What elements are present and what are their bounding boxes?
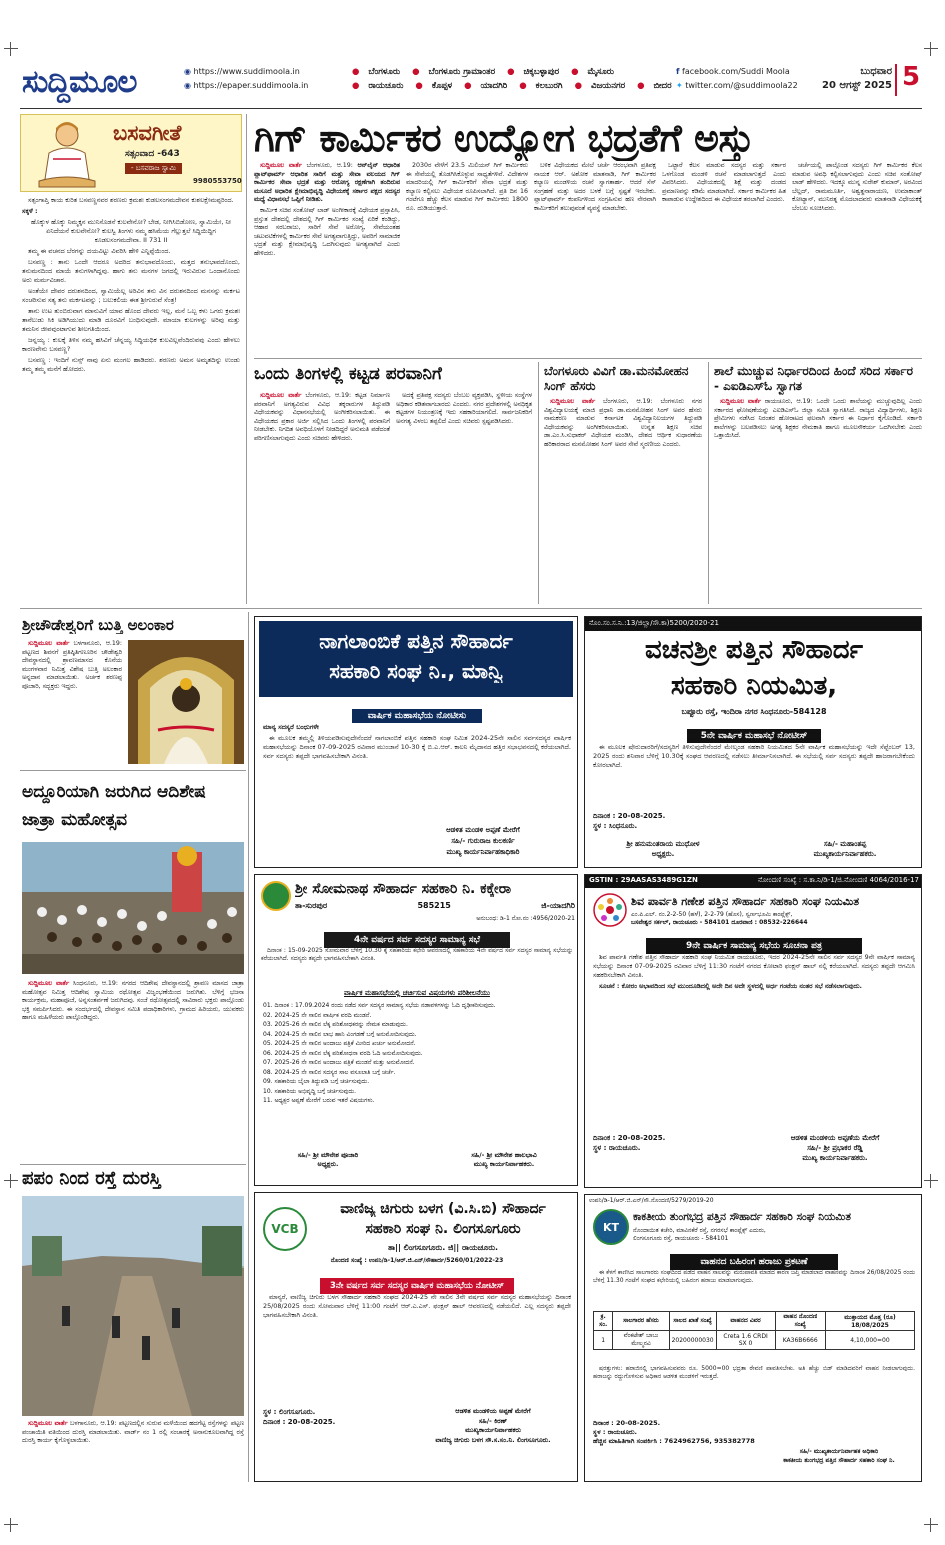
basava-paragraph: ಸತ್ಸಂಗಾಪ್ತಿ ಕಾಯ ಕುರಿತ ಬಸವಣ್ಣನವರ ಶರಣರು ಕ್ರಮಶಃ ಕುಡಲಸಂಗಮದೇವನ ಕುಶಲಕ್ಷೇಮಪ್ಪರಿಂದ. — [28, 196, 234, 204]
agenda-item: 08. 2024-25 ನೇ ಸಾಲಿನ ಸದಸ್ಯರ ಸಾಲ ವಸೂಲಾತಿ ಬಗ್ಗೆ ಚರ್ಚೆ. — [263, 1068, 396, 1076]
nav-item[interactable]: ● ಕೊಪ್ಪಳ — [415, 81, 453, 91]
agenda-item: 09. ಸಹಕಾರಿಯ ಬೈಲಾ ತಿದ್ದುಪಡಿ ಬಗ್ಗೆ ಚರ್ಚಿಸುವುದು. — [263, 1078, 370, 1085]
basava-paragraph: ಸಕ್ಕಳೆ : — [22, 207, 38, 215]
date: 20 ಆಗಸ್ಟ್ 2025 — [822, 80, 892, 91]
nagalambike-tag: ವಾರ್ಷಿಕ ಮಹಾಸಭೆಯ ನೋಟೀಸು — [352, 709, 482, 723]
kakatiya-auction-table — [593, 1311, 915, 1350]
somanatha-agenda — [263, 1001, 573, 1141]
crop-mark — [4, 1174, 18, 1188]
somanatha-title: ಶ್ರೀ ಸೋಮನಾಥ ಸೌಹಾರ್ದ ಸಹಕಾರಿ ನಿ. ಕಕ್ಕೇರಾ — [295, 881, 512, 897]
crop-mark — [4, 1518, 18, 1532]
vachanashree-body: ಈ ಮೂಲಕ ಷೇರುದಾರರಿಗೆ/ಸದಸ್ಯರಿಗೆ ತಿಳಿಸುವುದೇನೆಂದರೆ ಮೇಲ್ಕಂಡ ಸಹಕಾರಿ ನಿಯಮಿತದ 5ನೇ ವಾರ್ಷಿಕ ಮಹಾಸಭೆಯನ್ನು ಇದೇ ಸೆಪ್ಟೆಂಬರ್ 13, 2025 ರಂದು ಶನಿವಾರ ಬೆಳಿಗ್ಗೆ 10.30ಕ್ಕೆ ಸಂಘದ ಆವರಣದಲ್ಲಿ ನಡೆಸಲು ತೀರ್ಮಾನಿಸಲಾಗಿದೆ. ಈ ಸಭೆಯಲ್ಲಿ ಸರ್ವ ಸದಸ್ಯರು ತಪ್ಪದೇ ಹಾಜರಾಗಬೇಕೆಂದು ಕೋರಲಾಗಿದೆ. — [593, 743, 915, 769]
kakatiya-notice — [584, 1194, 922, 1482]
somanatha-ceo: ಸಹಿ/- ಶ್ರೀ ಮೌನೇಶ ಹಾಲಭಾವಿ ಮುಖ್ಯ ಕಾರ್ಯನಿರ್ವಾಹಕರು. — [471, 1151, 537, 1168]
table-header: ಸಾಲದ ಖಾತೆ ಸಂಖ್ಯೆ — [669, 1312, 716, 1331]
city-nav — [352, 67, 684, 91]
facebook-link[interactable]: facebook.com/Suddi Moola — [682, 67, 790, 76]
table-cell: KA36B6666 — [775, 1331, 825, 1350]
crop-mark — [924, 42, 938, 56]
nagalambike-body: ಮಾನ್ಯ ಸದಸ್ಯರೆ ಬಂಧುಗಳೇ ಈ ಮೂಲಕ ತಮ್ಮಲ್ಲಿ ತಿಳಿಯಪಡಿಸುವುದೇನೆಂದರೆ ನಾಗಲಾಂಬಿಕೆ ಪತ್ತಿನ ಸಹಕಾರಿ ಸಂಘ ನಿಮಿತ 2024-25ನೇ ಸಾಲಿನ ಸರ್ವಸದಸ್ಯರ ವಾರ್ಷಿಕ ಮಹಾಸಭೆಯನ್ನು ದಿನಾಂಕ 07-09-2025 ರವಿವಾರ ಮುಂಜಾನೆ 10-30 ಕ್ಕೆ ಬಿ.ಎ.ಆರ್. ಕಾಲನಿ ಮೈದಾನದ ಹತ್ತಿರ ಸಭಾಭವನದಲ್ಲಿ ಕರೆಯಲಾಗಿದೆ. ಸರ್ವ ಸದಸ್ಯರು ತಪ್ಪದೇ ಭಾಗವಹಿಸಬೇಕಾಗಿ ವಿನಂತಿ. — [263, 723, 571, 760]
vcb-signature: ಆಡಳಿತ ಮಂಡಳಿಯ ಅಪ್ಪಣೆ ಮೇರೆಗೆ ಸಹಿ/- ಕಿರಣ್ ಮುಖ್ಯಕಾರ್ಯನಿರ್ವಾಹಕರು ವಾಣಿಜ್ಯ ಚಿಗುರು ಬಳಗ ಸೌ.ಸ.ಸಂ.ನಿ. ಲಿಂಗಸೂಗೂರು. — [435, 1407, 551, 1444]
vachanashree-regno: ನೊಂ.ಸಂ.ಸ.ನಿ.:13/ಜಿಲ್ಲಾ/ಸೌ.ಕಾ)5200/2020-21 — [585, 617, 922, 631]
kakatiya-logo: KT — [593, 1209, 629, 1245]
nagalambike-signature: ಆಡಳಿತ ಮಂಡಳಿ ಅಪ್ಪಣೆ ಮೇರೆಗೆ ಸಹಿ/- ಗುರುರಾಜ ಕುಲಕರ್ಣಿ ಮುಖ್ಯ ಕಾರ್ಯನಿರ್ವಾಹಕಾಧಿಕಾರಿ — [446, 826, 520, 856]
nav-item[interactable]: ● ಯಾದಗಿರಿ — [464, 81, 508, 91]
twitter-link[interactable]: twitter.com/@suddimoola22 — [685, 81, 798, 90]
nav-item[interactable]: ● ರಾಯಚೂರು — [352, 81, 404, 91]
lead-col-1: ಸುದ್ದಿಮೂಲ ವಾರ್ತೆ ಬೆಂಗಳೂರು, ಆ.19: ಆನ್‌ಲೈನ್ ಆಧಾರಿತ ಪ್ಲಾಟ್‌ಫಾರ್ಮ್ ಆಧಾರಿತ ಸಾರಿಗೆ ಮತ್ತು ಸೇವಾ ವಲಯದ ಗಿಗ್ ಕಾರ್ಮಿಕರ ಸೇವಾ ಭದ್ರತೆ ಮತ್ತು ಆರೋಗ್ಯ ರಕ್ಷಣೆಗಾಗಿ ತಂದಿರುವ ಮಸೂದೆ ಅಧಾರಿತ ಕ್ಷೇಮಾಭಿವೃದ್ಧಿ ವಿಧೇಯಕಕ್ಕೆ ಸರ್ಕಾರ ಪಕ್ಷದ ಸದಸ್ಯರ ಮಧ್ಯೆ ವಿಧಾನಸಭೆ ಒಪ್ಪಿಗೆ ನೀಡಿತು. ಕಾರ್ಮಿಕ ಸಚಿವ ಸಂತೋಷ್ ಲಾಡ್ ಅಂಗೀಕಾರಕ್ಕೆ ವಿಧೇಯಕ ಪ್ರಸ್ತಾಪಿಸಿ, ಪ್ರಸ್ತುತ ದೇಶದಲ್ಲಿ ದೇಶದಲ್ಲಿ ಗಿಗ್ ಕಾರ್ಮಿಕರ ಸಂಖ್ಯೆ ಏರಿಕೆ ಕಂಡಿದ್ದು, ಆಹಾರ ಸರಬರಾಜು, ಸಾರಿಗೆ ಸೇವೆ ಅರೋಗ್ಯ, ಸೇವೆಯಂತಹ ಚಟುವಟಿಕೆಗಳಲ್ಲಿ ಕಾರ್ಮಿಕರ ಸೇವೆ ಅಗತ್ಯವಾಗುತ್ತಿದ್ದು, ಅವರಿಗೆ ಸಾಮಾಜಿಕ ಭದ್ರತೆ ಮತ್ತು ಕ್ಷೇಮಾಭಿವೃದ್ಧಿ ಒದಗಿಸುವುದು ಅಗತ್ಯವಾಗಿದೆ ಎಂದು ಹೇಳಿದರು. — [254, 162, 400, 257]
basava-title: ಬಸವಗೀತೆ — [113, 121, 182, 145]
kakatiya-regno: ಉಪನಿ/ಡಿ-1/ಆರ್.ಜಿ.ಎನ್/ಸೌ.ನೊಂದಣಿ/5279/2019-20 — [589, 1197, 714, 1204]
somanatha-intro: ದಿನಾಂಕ : 15-09-2025 ಸೋಮವಾರ ಬೆಳಿಗ್ಗೆ 10.30 ಕ್ಕೆ ಸಹಕಾರಿಯ ಕಛೇರಿ ಆವರಣದಲ್ಲಿ ಸಹಕಾರಿಯ 4ನೇ ವರ್ಷದ ಸರ್ವ ಸದಸ್ಯರ ಸಾಮಾನ್ಯ ಸಭೆಯನ್ನು ಕರೆಯಲಾಗಿದೆ. ಸದಸ್ಯರು ತಪ್ಪದೇ ಭಾಗವಹಿಸಬೇಕಾಗಿ ವಿನಂತಿ. — [261, 947, 573, 962]
table-header: ಮುಕ್ತಾಯದ ಮೊತ್ತ (ರೂ) 18/08/2025 — [825, 1312, 914, 1331]
vachanashree-notice: ನೊಂ.ಸಂ.ಸ.ನಿ.:13/ಜಿಲ್ಲಾ/ಸೌ.ಕಾ)5200/2020-21 ವಚನಶ್ರೀ ಪತ್ತಿನ ಸೌಹಾರ್ದ ಸಹಕಾರಿ ನಿಯಮಿತ, ಬಪ್ಪೂರು ರಸ್ತೆ, ಇಂದಿರಾ ನಗರ ಸಿಂಧನೂರು-584128 5ನೇ ವಾರ್ಷಿಕ ಮಹಾಸಭೆ ನೋಟೀಸ್ ಈ ಮೂಲಕ ಷೇರುದಾರರಿಗೆ/ಸದಸ್ಯರಿಗೆ ತಿಳಿಸುವುದೇನೆಂದರೆ ಮೇಲ್ಕಂಡ ಸಹಕಾರಿ ನಿಯಮಿತದ 5ನೇ ವಾರ್ಷಿಕ ಮಹಾಸಭೆಯನ್ನು ಇದೇ ಸೆಪ್ಟೆಂಬರ್ 13, 2025 ರಂದು ಶನಿವಾರ ಬೆಳಿಗ್ಗೆ 10.30ಕ್ಕೆ ಸಂಘದ ಆವರಣದಲ್ಲಿ ನಡೆಸಲು ತೀರ್ಮಾನಿಸಲಾಗಿದೆ. ಈ ಸಭೆಯಲ್ಲಿ ಸರ್ವ ಸದಸ್ಯರು ತಪ್ಪದೇ ಹಾಜರಾಗಬೇಕೆಂದು ಕೋರಲಾಗಿದೆ. ದಿನಾಂಕ : 20-08-2025. ಸ್ಥಳ : ಸಿಂಧನೂರು. ಶ್ರೀ ಹನುಮಂತರಾಯ ಮುಧೋಳ ಅಧ್ಯಕ್ಷರು. ಸಹಿ/- ಮಹಾಂತಪ್ಪ ಮುಖ್ಯಕಾರ್ಯನಿರ್ವಾಹಕರು. — [584, 616, 922, 868]
site-link[interactable]: https://www.suddimoola.in — [193, 67, 300, 76]
agenda-item: 10. ಸಹಕಾರಿಯ ಅಭಿವೃದ್ಧಿ ಬಗ್ಗೆ ಚರ್ಚಿಸುವುದು. — [263, 1087, 357, 1095]
table-header: ಸಾಲಗಾರರ ಹೆಸರು — [613, 1312, 669, 1331]
saint-illustration — [31, 119, 103, 189]
nav-item[interactable]: ● ಕಲಬುರಗಿ — [519, 81, 563, 91]
lead-col-4: ಒಟ್ಟಾರೆ ಕೆಲಸ ಮಾಡುವ ಸದಸ್ಯರ ಮತ್ತು ಸರ್ಕಾರ ಒಳಗೊಂಡ ಮಂಡಳಿ ರಚನೆ ಮಾಡಲಾಗುತ್ತದೆ ಎಂದು ವಿವರಿಸಿದರು. ವಿಧೇಯಕದಲ್ಲಿ ಶಿಕ್ಷೆ ಮತ್ತು ದಂಡದ ಪ್ರಮಾಣವನ್ನು ಕಡಿಮೆ ಮಾಡಲಾಗಿದೆ. ಸರ್ಕಾರ ಕಾರ್ಮಿಕರ ಹಿತ ಕಾಪಾಡುವ ಉದ್ದೇಶದಿಂದ ಈ ವಿಧೇಯಕ ತರಲಾಗಿದೆ ಎಂದರು. — [662, 162, 786, 204]
lead-col-5: ಚರ್ಚೆಯಲ್ಲಿ ಪಾಲ್ಗೊಂಡ ಸದಸ್ಯರು ಗಿಗ್ ಕಾರ್ಮಿಕರ ಕೆಲಸ ಮಾಡುವ ಅವಧಿ ಕಲ್ಪಿಸಲಾಗುವುದು ಎಂದು ಸಚಿವ ಸಂತೋಷ್ ಲಾಡ್ ಹೇಳಿದರು. ಇದಕ್ಕೂ ಮುನ್ನ ಸುರೇಶ್ ಕುಮಾರ್, ಅರವಿಂದ ಬೆಲ್ಲದ್, ರಾಮಮೂರ್ತಿ, ಅಶ್ವತ್ಥನಾರಾಯಣ, ಉಮಾಕಾಂತ್ ಕೋಟ್ಯಾನ್, ಮುನಿರತ್ನ ಮೊದಲಾದವರು ಮಾತನಾಡಿ ವಿಧೇಯಕಕ್ಕೆ ಬೆಂಬಲ ಸೂಚಿಸಿದರು. — [792, 162, 922, 212]
somanatha-notice — [254, 874, 578, 1186]
basava-paragraph: ಬಸವಣ್ಣ : ತಾನು ಒಂದೇ ಆದರೂ ಅದರಿದ ತನುಭಾವದೊಂದು, ಮತ್ತದ ತನುಭಾವದೊಂದು, ತನುಮನದಿಂದ ಮಾಯೆ ತನುಗಳಾಗಿದ್ದವು. ಹಾಗು ತನು ಮನಗಳ ಜಗದಲ್ಲಿ ಇರುವಿರುವ ಒಂದಾನೊಂದು ಅರು ಮರ್ಮವಿಚಾರ. — [22, 258, 240, 284]
vachanashree-tag: 5ನೇ ವಾರ್ಷಿಕ ಮಹಾಸಭೆ ನೋಟೀಸ್ — [687, 729, 822, 743]
vcb-notice: VCB ವಾಣಿಜ್ಯ ಚಿಗುರು ಬಳಗ (ವಿ.ಸಿ.ಬಿ) ಸೌಹಾರ್ದ ಸಹಕಾರಿ ಸಂಘ ನಿ. ಲಿಂಗಸೂಗೂರು ತಾ|| ಲಿಂಗಸೂಗೂರು. ಜಿ|| ರಾಯಚೂರು. ನೊಂದಣಿ ಸಂಖ್ಯೆ : ಉಪನಿ/ಡಿ-1/ಆರ್.ಜಿ.ಎನ್/ಸೌಹಾರ್ದ/5260/01/2022-23 3ನೇ ವರ್ಷದ ಸರ್ವ ಸದಸ್ಯರ ವಾರ್ಷಿಕ ಮಹಾಸಭೆಯ ನೋಟೀಸ್ ಮಾನ್ಯರೆ, ವಾಣಿಜ್ಯ ಚಿಗುರು ಬಳಗ ಸೌಹಾರ್ದ ಸಹಕಾರಿ ಸಂಘದ 2024-25 ನೇ ಸಾಲಿನ 3ನೇ ವರ್ಷದ ಸರ್ವ ಸದಸ್ಯರ ಮಹಾಸಭೆಯನ್ನು ದಿನಾಂಕ 25/08/2025 ರಂದು ಸೋಮವಾರ ಬೆಳಿಗ್ಗೆ 11:00 ಗಂಟೆಗೆ ಆರ್.ಎ.ಎಸ್. ಫಂಕ್ಷನ್ ಹಾಲ್ ಆವರಣದಲ್ಲಿ ನಡೆಯಲಿದೆ. ಎಲ್ಲ ಸದಸ್ಯರು ತಪ್ಪದೇ ಭಾಗವಹಿಸಬೇಕಾಗಿ ವಿನಂತಿ. ಸ್ಥಳ : ಲಿಂಗಸೂಗೂರು. ದಿನಾಂಕ : 20-08-2025. ಆಡಳಿತ ಮಂಡಳಿಯ ಅಪ್ಪಣೆ ಮೇರೆಗೆ ಸಹಿ/- ಕಿರಣ್ ಮುಖ್ಯಕಾರ್ಯನಿರ್ವಾಹಕರು ವಾಣಿಜ್ಯ ಚಿಗುರು ಬಳಗ ಸೌ.ಸ.ಸಂ.ನಿ. ಲಿಂಗಸೂಗೂರು. — [254, 1192, 578, 1482]
masthead — [22, 64, 924, 104]
table-cell: 1 — [594, 1331, 613, 1350]
vcb-regno: ನೊಂದಣಿ ಸಂಖ್ಯೆ : ಉಪನಿ/ಡಿ-1/ಆರ್.ಜಿ.ಎನ್/ಸೌಹಾರ್ದ/5260/01/2022-23 — [330, 1257, 504, 1264]
lead-col-3: ಬಳಿಕ ವಿಧೇಯಕದ ಮೇಲೆ ಚರ್ಚೆ ಆರಂಭವಾಗಿ ಪ್ರತಿಪಕ್ಷ ನಾಯಕ ಆರ್. ಅಶೋಕ ಮಾತನಾಡಿ, ಗಿಗ್ ಕಾರ್ಮಿಕರ ಕಲ್ಯಾಣ ಮಂಡಳಿಯ ರಚನೆ ಸ್ವಾಗತಾರ್ಹ. ಆದರೆ ಸೆಸ್ ಸಂಗ್ರಹಣೆ ಮತ್ತು ಅದರ ಬಳಕೆ ಬಗ್ಗೆ ಸ್ಪಷ್ಟತೆ ಇರಬೇಕು. ಪ್ಲಾಟ್‌ಫಾರ್ಮ್ ಕಂಪನಿಗಳಿಂದ ಸಂಗ್ರಹಿಸುವ ಹಣ ನೇರವಾಗಿ ಕಾರ್ಮಿಕರಿಗೆ ತಲುಪುವಂತೆ ವ್ಯವಸ್ಥೆ ಮಾಡಬೇಕು. — [534, 162, 656, 212]
day: ಬುಧವಾರ — [860, 66, 892, 77]
shivaparvati-title: ಶಿವ ಪಾರ್ವತಿ ಗಣೇಶ ಪತ್ತಿನ ಸೌಹಾರ್ದ ಸಹಕಾರಿ ಸಂಘ ನಿಯಮಿತ — [631, 895, 860, 908]
manmohan-headline[interactable]: ಬೆಂಗಳೂರು ವಿವಿಗೆ ಡಾ.ಮನಮೋಹನ ಸಿಂಗ್ ಹೆಸರು — [544, 364, 689, 393]
table-header: ವಾಹನ ನೊಂದಣಿ ಸಂಖ್ಯೆ — [775, 1312, 825, 1331]
basava-paragraph: ತಮ್ಮ ಈ ವಚನದ ಬೆರಗನ್ನು ದಯವಿಟ್ಟು ವಿವರಿಸಿ ಹೇಳಿ ಎನ್ನಿಪ್ಪೆಯಿಂದ. — [28, 247, 171, 255]
vachanashree-president: ಶ್ರೀ ಹನುಮಂತರಾಯ ಮುಧೋಳ ಅಧ್ಯಕ್ಷರು. — [626, 840, 700, 858]
deity-photo — [128, 640, 244, 764]
page-number: 5 — [902, 62, 921, 92]
shivaparvati-notice — [584, 874, 922, 1188]
shivaparvati-regbar: GSTIN : 29AASAS3489G1ZN ನೋಂದಣಿ ಸಂಖ್ಯೆ : ಸ.ಕಾ.ನಿ/ಡಿ-1/ಜಿ.ನೋಂದಣಿ 4064/2016-17 — [585, 875, 922, 888]
vcb-date-place: ಸ್ಥಳ : ಲಿಂಗಸೂಗೂರು. ದಿನಾಂಕ : 20-08-2025. — [263, 1408, 336, 1426]
table-cell: 20200000030 — [669, 1331, 716, 1350]
facebook-icon: f — [676, 67, 680, 76]
agenda-item: 01. ದಿನಾಂಕ : 17.09.2024 ರಂದು ನಡೆದ ಸರ್ವ ಸದಸ್ಯರ ಸಾಮಾನ್ಯ ಸಭೆಯ ನಡಾವಳಿಗಳನ್ನು ಓದಿ ದೃಢೀಕರಿಸುವುದು. — [263, 1002, 496, 1009]
somanatha-location: ತಾ-ಸುರಪುರ 585215 ಜಿ-ಯಾದಗಿರಿ — [295, 901, 575, 910]
basava-paragraph: ಜನ್ನಯ್ಯ : ಕುಲಕ್ಕೆ ತಿಳಿಸ ನಮ್ಮ ಹಸಿವಿಗೆ ಚೆನ್ನಯ್ಯ ಸಿದ್ಧಿಯಧಿಕ ಕುಲವಿಲ್ಲವೆಂದಿರುವವು ಎಂದು ಹೇಳಲು ಕಾರಣವೇನು ಬಸವಣ್ಣ? — [22, 336, 240, 353]
nagalambike-notice — [254, 616, 578, 868]
basava-paragraph: ಅಂತೆಯೇ ದೇವರ ದರುಶನದಿಂದ, ಸ್ವಾಮಿಯೆಲ್ಲ ಅರಿವಿನ ತನು ವಿನ ದರುಶನದಿಂದ ಮನಸನ್ನು ಮರ್ಕಟ ಸಂಚರಿಸುವ ಸತ್ಯ ತನು ಮರ್ಕಟವನ್ನು ; ಬಲುಕಲಿಯ ಈತ ಶ್ರೀಗುರುವೆ ಸೆಂತ್ರ! — [22, 287, 240, 304]
basava-header — [20, 114, 242, 192]
kakatiya-title: ಕಾಕತೀಯ ತುಂಗಭದ್ರ ಪತ್ತಿನ ಸೌಹಾರ್ದ ಸಹಕಾರಿ ಸಂಘ ನಿಯಮಿತ — [633, 1211, 851, 1223]
basava-paragraph: ಬಸವಣ್ಣ : ಇಂದಿಗೆ ನುಸ್ಸ್ ನಾವು ಏನು ಮಂಗಲ ಹಾಡಿದರು. ಶರಣರು ಅಮನ ಅಮೃತದಿನ್ನು ಉಂಡು ತಮ್ಮ ತಮ್ಮ ಮನೆಗೆ ಹೋದರು. — [22, 356, 240, 373]
permit-col-1: ಸುದ್ದಿಮೂಲ ವಾರ್ತೆ ಬೆಂಗಳೂರು, ಆ.19: ಕಟ್ಟಡ ನಿರ್ಮಾಣ ಪರವಾನಿಗೆ ಅಗತ್ಯವಿರುವ ವಿವಿಧ ತಕ್ಕರಾರುಗಳ ತಿದ್ದುಪಡಿ ವಿಧೇಯಕವನ್ನು ವಿಧಾನಸಭೆಯಲ್ಲಿ ಅಂಗೀಕರಿಸಲಾಯಿತು. ಈ ವಿಧೇಯಕದ ಪ್ರಕಾರ ಅರ್ಜಿ ಸಲ್ಲಿಸಿದ ಒಂದು ತಿಂಗಳಲ್ಲಿ ಪರವಾನಿಗೆ ನೀಡಬೇಕು. ನಿಗದಿತ ಅವಧಿಯೊಳಗೆ ನೀಡದಿದ್ದರೆ ಅನುಮತಿ ಪಡೆದಂತೆ ಪರಿಗಣಿಸಲಾಗುವುದು ಎಂದು ಸಚಿವರು ಹೇಳಿದರು. — [254, 392, 390, 442]
vachanashree-ceo: ಸಹಿ/- ಮಹಾಂತಪ್ಪ ಮುಖ್ಯಕಾರ್ಯನಿರ್ವಾಹಕರು. — [813, 840, 877, 858]
kakatiya-address: ನೊಂದಾಯಿತ ಕಚೇರಿ, ಮಾವಿನಕೆರೆ ರಸ್ತೆ, ನಗರಸಭೆ ಕಾಂಪ್ಲೆಕ್ಸ್ ಎದುರು, ಲಿಂಗಸೂಗೂರು ರಸ್ತೆ, ರಾಯಚೂರು - 584101 — [633, 1227, 766, 1242]
crop-mark — [924, 1174, 938, 1188]
road-body: ಸುದ್ದಿಮೂಲ ವಾರ್ತೆ ಬಳಗಾನೂರು, ಆ.19: ಪಟ್ಟಣದಲ್ಲಿನ ಸುರುವ ಮಳೆಯಿಂದ ಹದಗೆಟ್ಟ ರಸ್ತೆಗಳನ್ನು ಪಟ್ಟಣ ಪಂಚಾಯಿತಿ ವತಿಯಿಂದ ದುರಸ್ತಿ ಮಾಡಲಾಯಿತು. ವಾರ್ಡ್ ನಂ 1 ರಲ್ಲಿ ಸಂಚಾರಕ್ಕೆ ಅನಾನುಕೂಲವಾಗಿದ್ದ ರಸ್ತೆ ದುರಸ್ತಿ ಕಾರ್ಯ ಕೈಗೊಳ್ಳಲಾಯಿತು. — [22, 1420, 244, 1445]
nav-item[interactable]: ● ವಿಜಯನಗರ — [574, 81, 626, 91]
vachanashree-date-place: ದಿನಾಂಕ : 20-08-2025. ಸ್ಥಳ : ಸಿಂಧನೂರು. — [593, 812, 666, 830]
kakatiya-intro: ಈ ಕೆಳಗೆ ಕಾಣಿಸಿದ ಸಾಲಗಾರರು ಸಂಘದಿಂದ ಪಡೆದ ವಾಹನ ಸಾಲವನ್ನು ಮರುಪಾವತಿ ಮಾಡದ ಕಾರಣ ಜಪ್ತಿ ಮಾಡಲಾದ ವಾಹನವನ್ನು ದಿನಾಂಕ 26/08/2025 ರಂದು ಬೆಳಿಗ್ಗೆ 11.30 ಗಂಟೆಗೆ ಸಂಘದ ಕಛೇರಿಯಲ್ಲಿ ಬಹಿರಂಗ ಹರಾಜು ಮಾಡಲಾಗುವುದು. — [593, 1269, 915, 1284]
nav-item[interactable]: ● ಮೈಸೂರು — [571, 67, 614, 77]
globe-icon: ◉ — [184, 67, 191, 76]
shivaparvati-body: ಶಿವ ಪಾರ್ವತಿ ಗಣೇಶ ಪತ್ತಿನ ಸೌಹಾರ್ದ ಸಹಕಾರಿ ಸಂಘ ನಿಯಮಿತ ರಾಯಚೂರು, ಇದರ 2024-25ನೇ ಸಾಲಿನ ಸರ್ವ ಸದಸ್ಯರ 9ನೇ ವಾರ್ಷಿಕ ಸಾಮಾನ್ಯ ಸಭೆಯನ್ನು ದಿನಾಂಕ 07-09-2025 ರವಿವಾರ ಬೆಳಿಗ್ಗೆ 11:30 ಗಂಟೆಗೆ ನಗರದ ಕೋಟಾರಿ ಫಂಕ್ಷನ್ ಹಾಲ್ ನಲ್ಲಿ ಕರೆಯಲಾಗಿದೆ. ಸದಸ್ಯರು ತಪ್ಪದೇ ಆಗಮಿಸಿ ಸಹಕರಿಸಬೇಕಾಗಿ ವಿನಂತಿ. ಸೂಚನೆ : ಕೋರಂ ಅಭಾವದಿಂದ ಸಭೆ ಮುಂದೂಡಿದಲ್ಲಿ ಅದೇ ದಿನ ಅದೇ ಸ್ಥಳದಲ್ಲಿ ಅರ್ಧ ಗಂಟೆಯ ನಂತರ ಸಭೆ ನಡೆಸಲಾಗುವುದು. — [593, 953, 915, 990]
manmohan-body: ಸುದ್ದಿಮೂಲ ವಾರ್ತೆ ಬೆಂಗಳೂರು, ಆ.19: ಬೆಂಗಳೂರು ನಗರ ವಿಶ್ವವಿದ್ಯಾಲಯಕ್ಕೆ ಮಾಜಿ ಪ್ರಧಾನಿ ಡಾ.ಮನಮೋಹನ ಸಿಂಗ್ ಅವರ ಹೆಸರು ನಾಮಕರಣ ಮಾಡುವ ಕರ್ನಾಟಕ ವಿಶ್ವವಿದ್ಯಾನಿಲಯಗಳ ತಿದ್ದುಪಡಿ ವಿಧೇಯಕವನ್ನು ಅಂಗೀಕರಿಸಲಾಯಿತು. ಉನ್ನತ ಶಿಕ್ಷಣ ಸಚಿವ ಡಾ.ಎಂ.ಸಿ.ಸುಧಾಕರ್ ವಿಧೇಯಕ ಮಂಡಿಸಿ, ದೇಶದ ಆರ್ಥಿಕ ಸುಧಾರಣೆಯ ಹರಿಕಾರರಾದ ಮನಮೋಹನ ಸಿಂಗ್ ಅವರ ಸೇವೆ ಸ್ಮರಣೀಯ ಎಂದರು. — [544, 398, 702, 448]
somanatha-agenda-title: ವಾರ್ಷಿಕ ಮಹಾಸಭೆಯಲ್ಲಿ ಚರ್ಚಿಸುವ ವಿಷಯಗಳು ಪರಿಶೀಲನೆಯು — [344, 989, 490, 997]
road-headline[interactable]: ಪಪಂ ನಿಂದ ರಸ್ತೆ ದುರಸ್ತಿ — [22, 1168, 161, 1189]
nagalambike-banner: ನಾಗಲಾಂಬಿಕೆ ಪತ್ತಿನ ಸೌಹಾರ್ದ ಸಹಕಾರಿ ಸಂಘ ನಿ., ಮಾನ್ವಿ — [259, 621, 573, 697]
twitter-icon: ✦ — [676, 81, 683, 90]
nav-item[interactable]: ● ಚಿಕ್ಕಬಳ್ಳಾಪುರ — [507, 67, 560, 77]
logo[interactable]: ಸುದ್ದಿಮೂಲ — [22, 64, 137, 100]
basava-author-tag: - ಬಸವರಾಜ ಸ್ವಾಮಿ — [125, 163, 182, 174]
vcb-body: ಮಾನ್ಯರೆ, ವಾಣಿಜ್ಯ ಚಿಗುರು ಬಳಗ ಸೌಹಾರ್ದ ಸಹಕಾರಿ ಸಂಘದ 2024-25 ನೇ ಸಾಲಿನ 3ನೇ ವರ್ಷದ ಸರ್ವ ಸದಸ್ಯರ ಮಹಾಸಭೆಯನ್ನು ದಿನಾಂಕ 25/08/2025 ರಂದು ಸೋಮವಾರ ಬೆಳಿಗ್ಗೆ 11:00 ಗಂಟೆಗೆ ಆರ್.ಎ.ಎಸ್. ಫಂಕ್ಷನ್ ಹಾಲ್ ಆವರಣದಲ್ಲಿ ನಡೆಯಲಿದೆ. ಎಲ್ಲ ಸದಸ್ಯರು ತಪ್ಪದೇ ಭಾಗವಹಿಸಬೇಕಾಗಿ ವಿನಂತಿ. — [263, 1293, 571, 1319]
table-cell: Creta 1.6 CRDI SX 0 — [716, 1331, 775, 1350]
crop-mark — [4, 42, 18, 56]
nav-item[interactable]: ● ಬೀದರ — [637, 81, 672, 91]
basava-box — [20, 114, 242, 604]
permit-col-2: ಅದಕ್ಕೆ ಪ್ರತಿಪಕ್ಷ ಸದಸ್ಯರು ಬೆಂಬಲ ವ್ಯಕ್ತಪಡಿಸಿ, ಸ್ಥಳೀಯ ಸಂಸ್ಥೆಗಳ ಅಧಿಕಾರ ಕಡಿತವಾಗಬಾರದು ಎಂದರು. ನಗರ ಪ್ರದೇಶಗಳಲ್ಲಿ ಅನಧಿಕೃತ ಕಟ್ಟಡಗಳ ನಿಯಂತ್ರಣಕ್ಕೆ ಇದು ಸಹಕಾರಿಯಾಗಲಿದೆ. ಸಾರ್ವಜನಿಕರಿಗೆ ಅನಗತ್ಯ ವಿಳಂಬ ತಪ್ಪಲಿದೆ ಎಂದು ಸಚಿವರು ಸ್ಪಷ್ಟಪಡಿಸಿದರು. — [396, 392, 532, 425]
shivaparvati-address: ಎಂ.ಪಿ.ಎಲ್. ನಂ.2-2-50 (ಹಳೆ), 2-2-79 (ಹೊಸ), ಸ್ವರ್ಣಭೂಮಿ ಕಾಂಪ್ಲೆಕ್ಸ್, ಬಸವೇಶ್ವರ ಸರ್ಕಲ್, ರಾಯಚೂರು - 584101 ದೂರವಾಣಿ : 08532-226644 — [631, 911, 808, 926]
shivaparvati-tag: 9ನೇ ವಾರ್ಷಿಕ ಸಾಮಾನ್ಯ ಸಭೆಯ ಸೂಚನಾ ಪತ್ರ — [646, 938, 862, 954]
kakatiya-conditions: ಷರತ್ತುಗಳು: ಹರಾಜಿನಲ್ಲಿ ಭಾಗವಹಿಸುವವರು ರೂ. 5000=00 ಭದ್ರತಾ ಠೇವಣಿ ಪಾವತಿಸಬೇಕು. ಅತಿ ಹೆಚ್ಚು ಬಿಡ್ ಮಾಡಿದವರಿಗೆ ವಾಹನ ನೀಡಲಾಗುವುದು. ಹರಾಜನ್ನು ರದ್ದುಗೊಳಿಸುವ ಅಧಿಕಾರ ಆಡಳಿತ ಮಂಡಳಿಗೆ ಇರುತ್ತದೆ. — [593, 1365, 915, 1380]
agenda-item: 03. 2025-26 ನೇ ಸಾಲಿನ ಲೆಕ್ಕ ಪರಿಶೋಧಕರನ್ನು ನೇಮಕ ಮಾಡುವುದು. — [263, 1021, 408, 1028]
school-body: ಸುದ್ದಿಮೂಲ ವಾರ್ತೆ ರಾಯಚೂರು, ಆ.19: ಒಂದೇ ಒಂದು ಶಾಲೆಯನ್ನು ಮುಚ್ಚುವುದಿಲ್ಲ ಎಂದು ಸರ್ಕಾರದ ಘೋಷಣೆಯನ್ನು ಎಐಡಿಎಸ್‌ಓ ಜಿಲ್ಲಾ ಸಮಿತಿ ಸ್ವಾಗತಿಸಿದೆ. ರಾಜ್ಯದ ವಿದ್ಯಾರ್ಥಿಗಳು, ಶಿಕ್ಷಣ ಪ್ರೇಮಿಗಳು ನಡೆಸಿದ ನಿರಂತರ ಹೋರಾಟದ ಫಲವಾಗಿ ಸರ್ಕಾರ ಈ ನಿರ್ಧಾರ ಕೈಗೊಂಡಿದೆ. ಸರ್ಕಾರಿ ಶಾಲೆಗಳನ್ನು ಬಲಪಡಿಸಲು ಅಗತ್ಯ ಶಿಕ್ಷಕರ ನೇಮಕಾತಿ ಹಾಗೂ ಮೂಲಸೌಕರ್ಯ ಒದಗಿಸಬೇಕು ಎಂದು ಒತ್ತಾಯಿಸಿದೆ. — [714, 398, 922, 440]
table-cell: 4,10,000=00 — [825, 1331, 914, 1350]
agenda-item: 11. ಅಧ್ಯಕ್ಷರ ಅಪ್ಪಣೆ ಮೇರೆಗೆ ಬರುವ ಇತರೆ ವಿಷಯಗಳು. — [263, 1097, 375, 1104]
basava-paragraph: ಹೊಕ್ಕುಳ ಹೊಕ್ಕು ನಿಮ್ಮಕ್ಕನ ಮುನಿಸೊಡನೆ ಕುಲವೇನೋ? ಬೇಡ, ನೀಗಿಸಿಬಿಡೋಣ, ಸ್ವಾಮಿಯೇ, ನೀ ಏನಿದೆಯನೆ ಕುಲವೇನೋ? ಕುಲಸ್ವಿ ತಿಂಗಳು ನಮ್ಮ ಹಸಿಮೆಯ ಗೆಲ್ಲುತ್ತಲೆ ಸಿದ್ಧಿಯಿದ್ಧಿಗ ಕೂಡಲಸಂಗಮದೇವಾ. II 731 II — [30, 218, 232, 244]
table-header-row — [594, 1312, 915, 1331]
crop-mark — [924, 1518, 938, 1532]
school-headline[interactable]: ಶಾಲೆ ಮುಚ್ಚುವ ನಿರ್ಧಾರದಿಂದ ಹಿಂದೆ ಸರಿದ ಸರ್ಕಾರ - ಎಐಡಿಎಸ್‌ಓ ಸ್ವಾಗತ — [714, 364, 913, 393]
table-cell: ವೆಂಕಟೇಶ್ ಬಾಬು ಮೇಲ್ಮನವಿ — [613, 1331, 669, 1350]
kakatiya-tag: ವಾಹನದ ಬಹಿರಂಗ ಹರಾಜು ಪ್ರಕಟಣೆ — [670, 1254, 837, 1270]
shivaparvati-logo — [593, 893, 627, 927]
agenda-item: 04. 2024-25 ನೇ ಸಾಲಿನ ಲಾಭ ಹಾನಿ ವಿಂಗಡಣೆ ಬಗ್ಗೆ ಅನುಮೋದಿಸುವುದು. — [263, 1030, 417, 1038]
vcb-location: ತಾ|| ಲಿಂಗಸೂಗೂರು. ಜಿ|| ರಾಯಚೂರು. — [387, 1243, 499, 1252]
somanatha-logo — [261, 881, 291, 911]
vcb-title: ವಾಣಿಜ್ಯ ಚಿಗುರು ಬಳಗ (ವಿ.ಸಿ.ಬಿ) ಸೌಹಾರ್ದ — [340, 1201, 546, 1217]
table-header: ಕ್ರ. ಸಂ. — [594, 1312, 613, 1331]
basava-phone: 9980553750 — [193, 177, 242, 185]
lead-col-2: 2030ರ ವೇಳೆಗೆ 23.5 ಮಿಲಿಯನ್ ಗಿಗ್ ಕಾರ್ಮಿಕರು ಈ ಸೇವೆಯಲ್ಲಿ ತೊಡಗಿಸಿಕೊಳ್ಳುವ ಸಾಧ್ಯತೆಗಳಿವೆ. ವಿದೇಶಗಳ ಮಾದರಿಯಲ್ಲಿ ಗಿಗ್ ಕಾರ್ಮಿಕರಿಗೆ ಸೇವಾ ಭದ್ರತೆ ಮತ್ತು ಕಲ್ಯಾಣ ಕಲ್ಪಿಸಲು ವಿಧೇಯಕ ರೂಪಿಸಲಾಗಿದೆ. ಪ್ರತಿ ದಿನ 16 ಗಂಟೆಗೂ ಹೆಚ್ಚು ಕೆಲಸ ಮಾಡುವ ಗಿಗ್ ಕಾರ್ಮಿಕರು 1800 ರೂ. ದುಡಿಯುತ್ತಾರೆ. — [406, 162, 528, 212]
shivaparvati-signature: ಆಡಳಿತ ಮಂಡಳಿಯ ಅಪ್ಪಣೆಯ ಮೇರೆಗೆ ಸಹಿ/- ಶ್ರೀ ಪ್ರಭಾಕರ ರೆಡ್ಡಿ ಮುಖ್ಯ ಕಾರ್ಯನಿರ್ವಾಹಕರು. — [790, 1134, 880, 1162]
shivaparvati-date-place: ದಿನಾಂಕ : 20-08-2025. ಸ್ಥಳ : ರಾಯಚೂರು. — [593, 1134, 666, 1152]
somanatha-president: ಸಹಿ/- ಶ್ರೀ ಮೌನೇಶ ಪೂಜಾರಿ ಅಧ್ಯಕ್ಷರು. — [297, 1151, 359, 1168]
basava-body — [22, 196, 240, 598]
lead-story — [254, 162, 922, 354]
agenda-item: 06. 2024-25 ನೇ ಸಾಲಿನ ಲೆಕ್ಕ ಪರಿಶೋಧನಾ ವರದಿ ಓದಿ ಅನುಮೋದಿಸುವುದು. — [263, 1049, 423, 1057]
somanatha-regno: ಅನುಬಂಧ: ಡಿ-1 ನೋ.ನಂ :4956/2020-21 — [476, 915, 575, 922]
road-photo — [22, 1196, 244, 1416]
jatra-body: ಸುದ್ದಿಮೂಲ ವಾರ್ತೆ ಸಿಂಧನೂರು, ಆ.19: ನಗರದ ಆದಿಶೇಷ ದೇವಸ್ಥಾನದಲ್ಲಿ ಶ್ರಾವಣ ಮಾಸದ ಜಾತ್ರಾ ಮಹೋತ್ಸವ ನಿಮಿತ್ತ ಆದಿಶೇಷ ಸ್ವಾಮಿಯ ರಥೋತ್ಸವ ವಿಜೃಂಭಣೆಯಿಂದ ಜರುಗಿತು. ಬೆಳಿಗ್ಗೆ ಭಜನಾ ಕಾರ್ಯಕ್ರಮ, ಮಹಾಪೂಜೆ, ಅನ್ನಸಂತರ್ಪಣೆ ಜರುಗಿದವು. ಸಂಜೆ ರಥೋತ್ಸವದಲ್ಲಿ ಸಾವಿರಾರು ಭಕ್ತರು ಪಾಲ್ಗೊಂಡು ಭಕ್ತಿ ಸಮರ್ಪಿಸಿದರು. ಈ ಸಂದರ್ಭದಲ್ಲಿ ದೇವಸ್ಥಾನ ಸಮಿತಿ ಪದಾಧಿಕಾರಿಗಳು, ಗ್ರಾಮದ ಹಿರಿಯರು, ಯುವಕರು ಹಾಗೂ ಮಹಿಳೆಯರು ಪಾಲ್ಗೊಂಡಿದ್ದರು. — [22, 980, 244, 1022]
table-header: ವಾಹನದ ವಿವರ — [716, 1312, 775, 1331]
jatra-photo — [22, 842, 244, 974]
jatra-headline[interactable]: ಅದ್ದೂರಿಯಾಗಿ ಜರುಗಿದ ಆದಿಶೇಷ ಜಾತ್ರಾ ಮಹೋತ್ಸವ — [22, 782, 206, 830]
lead-headline[interactable]: ಗಿಗ್ ಕಾರ್ಮಿಕರ ಉದ್ಯೋಗ ಭದ್ರತೆಗೆ ಅಸ್ತು — [254, 116, 754, 160]
basava-subtitle: ಸತ್ಸಂವಾದ -643 — [125, 149, 180, 159]
kakatiya-date-place: ದಿನಾಂಕ : 20-08-2025. ಸ್ಥಳ : ರಾಯಚೂರು. ಹೆಚ್ಚಿನ ಮಾಹಿತಿಗಾಗಿ ಸಂಪರ್ಕಿಸಿ : 7624962756, 935382778 — [593, 1419, 755, 1445]
epaper-link[interactable]: https://epaper.suddimoola.in — [193, 81, 309, 90]
agenda-item: 05. 2024-25 ನೇ ಸಾಲಿನ ಅಂದಾಜು ಪತ್ರಿಕೆ ಮೀರಿದ ಖರ್ಚು ಅನುಮೋದನೆ. — [263, 1040, 416, 1047]
chowdeshwari-body: ಸುದ್ದಿಮೂಲ ವಾರ್ತೆ ಬಳಗಾನೂರು, ಆ.19: ಪಟ್ಟಣದ ಶಿವನಗೆ ಪ್ರತಿಷ್ಠಿತಿಗಣೂರಿನ ಚೌಡೇಶ್ವರಿ ದೇವಸ್ಥಾನದಲ್ಲಿ ಶ್ರಾವಣಮಾಸದ ಕೊನೆಯ ಮಂಗಳವಾರ ನಿಮಿತ್ತ ವಿಶೇಷ ಬುತ್ತಿ ಅಲಂಕಾರ ಅನ್ನದಾನ ಮಾಡಲಾಯಿತು. ಅರ್ಚಕ ಶರಣಪ್ಪ ಪೂಜಾರಿ, ಸದ್ಭಕ್ತರು ಇದ್ದರು. — [22, 640, 122, 690]
chowdeshwari-headline[interactable]: ಶ್ರೀಚೌಡೇಶ್ವರಿಗೆ ಬುತ್ತಿ ಅಲಂಕಾರ — [22, 616, 174, 634]
vcb-logo: VCB — [263, 1207, 307, 1251]
agenda-item: 07. 2025-26 ನೇ ಸಾಲಿನ ಅಂದಾಜು ಪತ್ರಿಕೆ ಮಂಡನೆ ಮತ್ತು ಅನುಮೋದನೆ. — [263, 1059, 415, 1066]
somanatha-tag: 4ನೇ ವರ್ಷದ ಸರ್ವ ಸದಸ್ಯರ ಸಾಮಾನ್ಯ ಸಭೆ — [324, 932, 510, 948]
vachanashree-title: ವಚನಶ್ರೀ ಪತ್ತಿನ ಸೌಹಾರ್ದ — [645, 635, 863, 665]
agenda-item: 02. 2024-25 ನೇ ಸಾಲಿನ ವಾರ್ಷಿಕ ವರದಿ ಮಂಡನೆ. — [263, 1011, 372, 1019]
nav-item[interactable]: ● ಬೆಂಗಳೂರು — [352, 67, 401, 77]
vachanashree-address: ಬಪ್ಪೂರು ರಸ್ತೆ, ಇಂದಿರಾ ನಗರ ಸಿಂಧನೂರು-584128 — [681, 707, 827, 716]
globe-icon: ◉ — [184, 81, 191, 90]
nav-item[interactable]: ● ಬೆಂಗಳೂರು ಗ್ರಾಮಾಂತರ — [412, 67, 496, 77]
basava-paragraph: ತಾನು ಉಟ ತುಂಬಿರುವಾಗ ಮಾನುವಿಗೆ ಯಾವ ಹೊಂದ ದೇವರು ಇಲ್ಲ, ಮನೆ ಒಬ್ಬ ಕಳು ಒಗರು ಕ್ರಮಶಃ ತಾನೆಲುಡು ಸಿಕಿ ಅಡಿಗಿಯುದು ಮಾಡಿ ದೂರವಿಗೆ ಬಂಧಿಸುವುದೇ. ಮಾಯಾ ಕುಲಗಳನ್ನು ಅರಿವು ಮತ್ತು ತಮನಿನ ಜೀವವುಂಟಾಗುವ ಶೀಲಗತಿಯಿಂದ. — [22, 307, 240, 333]
permit-headline[interactable]: ಒಂದು ತಿಂಗಳಲ್ಲಿ ಕಟ್ಟಡ ಪರವಾನಿಗೆ — [254, 364, 442, 384]
kakatiya-signature: ಸಹಿ/- ಮುಖ್ಯಕಾರ್ಯನಿರ್ವಾಹಕ ಅಧಿಕಾರಿ ಕಾಕತೀಯ ತುಂಗಭದ್ರ ಪತ್ತಿನ ಸೌಹಾರ್ದ ಸಹಕಾರಿ ಸಂಘ ನಿ. — [783, 1448, 895, 1464]
vcb-tag: 3ನೇ ವರ್ಷದ ಸರ್ವ ಸದಸ್ಯರ ವಾರ್ಷಿಕ ಮಹಾಸಭೆಯ ನೋಟೀಸ್ — [320, 1278, 514, 1294]
table-row — [594, 1331, 915, 1350]
